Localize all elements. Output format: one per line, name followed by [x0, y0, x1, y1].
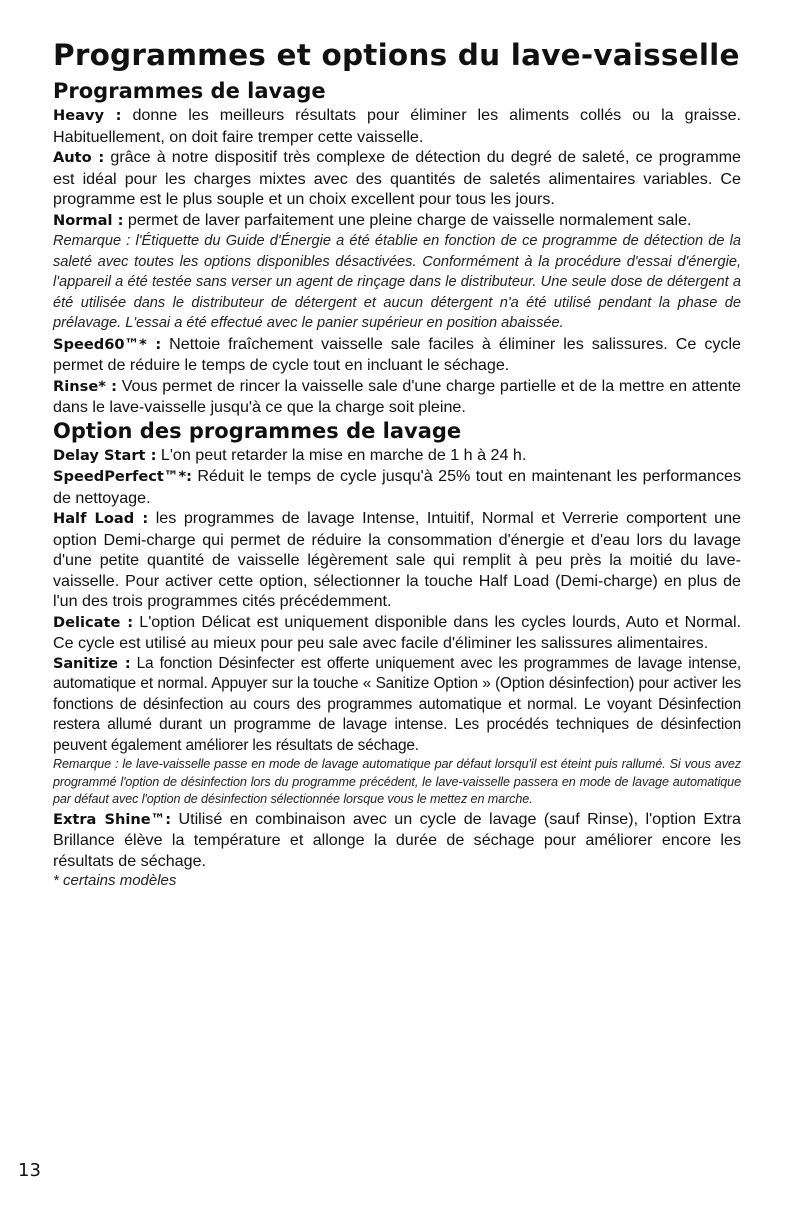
paragraph-auto [53, 147, 741, 210]
paragraph-half-load [53, 508, 741, 612]
page-number: 13 [18, 1160, 41, 1181]
paragraph-normal [53, 210, 741, 232]
desc-normal: permet de laver parfaitement une pleine charge de vaisselle normalement sale. [123, 210, 692, 229]
document-page [53, 36, 741, 892]
paragraph-delay-start [53, 445, 741, 467]
paragraph-sanitize [53, 654, 741, 757]
desc-rinse: Vous permet de rincer la vaisselle sale d'une charge partielle et de la mettre en attente dans le lave-vaisselle jusqu'à ce que la charge soit pleine. [53, 376, 742, 416]
desc-delay-start: L'on peut retarder la mise en marche de 1 h à 24 h. [156, 445, 527, 464]
desc-extra-shine: Utilisé en combinaison avec un cycle de lavage (sauf Rinse), l'option Extra Brillance élève la température et allonge la durée de séchage pour améliorer encore les résultats de séchage. [53, 809, 741, 870]
paragraph-extra-shine [53, 809, 741, 872]
paragraph-speed60 [53, 334, 741, 376]
page-title: Programmes et options du lave-vaisselle [53, 38, 740, 72]
desc-heavy: donne les meilleurs résultats pour éliminer les aliments collés ou la graisse. Habituellement, on doit faire tremper cette vaisselle. [53, 106, 741, 146]
desc-speedperfect: Réduit le temps de cycle jusqu'à 25% tout en maintenant les performances de nettoyage. [53, 467, 741, 507]
desc-speed60: Nettoie fraîchement vaisselle sale faciles à éliminer les salissures. Ce cycle permet de réduire le temps de cycle tout en incluant le séchage. [53, 334, 741, 374]
desc-sanitize: La fonction Désinfecter est offerte uniquement avec les programmes de lavage intense, automatique et normal. Appuyer sur la touche « Sanitize Option » (Option désinfection) pour activer les fonctions de désinfection au cours des programmes automatique et normal. Le voyant Désinfection restera allumé durant un programme de lavage intense. Les procédés techniques de désinfection peuvent également améliorer les résultats de séchage. [53, 654, 741, 754]
footnote-certain-models: * certains modèles [53, 872, 177, 890]
paragraph-rinse [53, 376, 741, 418]
term-speedperfect: SpeedPerfect™*: [53, 468, 192, 485]
desc-delicate: L'option Délicat est uniquement disponible dans les cycles lourds, Auto et Normal. Ce cycle est utilisé au mieux pour peu sale avec facile d'éliminer les salissures alimentaires. [53, 612, 741, 652]
note-sanitize-default: Remarque : le lave-vaisselle passe en mode de lavage automatique par défaut lorsqu'il est éteint puis rallumé. Si vous avez programmé l'option de désinfection lors du programme précédent, le lave-vaisselle passera en mode de lavage automatique par défaut avec l'option de désinfection sélectionnée lorsque vous le mettez en marche. [53, 757, 741, 807]
term-extra-shine: Extra Shine™: [53, 810, 172, 828]
desc-auto: grâce à notre dispositif très complexe de détection du degré de saleté, ce programme est idéal pour les charges mixtes avec des quantités de saletés alimentaires variables. Ce programme est le plus souple et un choix excellent pour tous les jours. [53, 148, 741, 208]
term-half-load: Half Load : [53, 510, 149, 527]
term-delay-start: Delay Start : [53, 446, 157, 464]
term-sanitize: Sanitize : [53, 654, 131, 672]
section-heading-wash-programs: Programmes de lavage [53, 79, 326, 103]
paragraph-delicate [53, 612, 741, 654]
term-speed60: Speed60™* : [53, 335, 162, 353]
note-energy-guide: Remarque : l'Étiquette du Guide d'Énergie a été établie en fonction de ce programme de détection de la saleté avec toutes les options disponibles désactivées. Conformément à la procédure d'essai d'énergie, l'appareil a été testée sans verser un agent de rinçage dans le distributeur. Une seule dose de détergent a été utilisée dans le distributeur de détergent et aucun détergent n'a été utilisé pendant la phase de prélavage. L'essai a été effectué avec le panier supérieur en position abaissée. [53, 233, 741, 331]
paragraph-heavy [53, 105, 741, 147]
term-auto: Auto : [53, 149, 105, 166]
paragraph-speedperfect [53, 466, 741, 508]
term-delicate: Delicate : [53, 613, 134, 631]
desc-half-load: les programmes de lavage Intense, Intuitif, Normal et Verrerie comportent une option Demi-charge qui permet de réduire la consommation d'énergie et d'eau lors du lavage d'une petite quantité de vaisselle légèrement sale qui remplit à peu près la moitié du lave-vaisselle. Pour activer cette option, sélectionner la touche Half Load (Demi-charge) en plus de l'un des trois programmes cités précédemment. [53, 509, 741, 610]
term-heavy: Heavy : [53, 107, 122, 124]
term-rinse: Rinse* : [53, 377, 117, 395]
term-normal: Normal : [53, 211, 124, 229]
section-heading-program-options: Option des programmes de lavage [53, 418, 462, 443]
